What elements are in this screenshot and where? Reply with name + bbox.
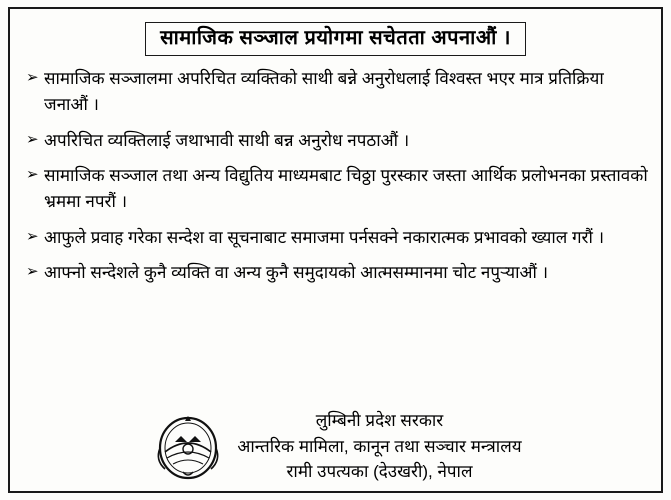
nepal-government-emblem-icon <box>149 412 227 486</box>
ministry-identity <box>237 406 521 485</box>
page-title: सामाजिक सञ्जाल प्रयोगमा सचेतता अपनाऔं । <box>145 22 526 56</box>
arrow-bullet-icon: ➢ <box>26 130 39 148</box>
arrow-bullet-icon: ➢ <box>26 227 39 245</box>
list-item-text: अपरिचित व्यक्तिलाई जथाभावी साथी बन्न अनुरोध नपठाऔं । <box>44 130 410 150</box>
arrow-bullet-icon: ➢ <box>26 166 39 184</box>
ministry-address: रामी उपत्यका (देउखरी), नेपाल <box>286 462 473 481</box>
poster-title-area <box>18 22 653 56</box>
list-item <box>26 66 649 119</box>
list-item <box>26 260 649 286</box>
ministry-name: आन्तरिक मामिला, कानून तथा सञ्चार मन्त्रालय <box>237 436 522 456</box>
list-item <box>26 128 649 154</box>
bullet-list <box>26 66 649 286</box>
arrow-bullet-icon: ➢ <box>26 69 39 86</box>
list-item <box>26 225 649 251</box>
government-name: लुम्बिनी प्रदेश सरकार <box>315 411 444 430</box>
list-item-text: आफुले प्रवाह गरेका सन्देश वा सूचनाबाट समाजमा पर्नसक्ने नकारात्मक प्रभावको ख्याल गरौं । <box>44 227 605 247</box>
list-item <box>26 163 649 216</box>
list-item-text: आफ्नो सन्देशले कुनै व्यक्ति वा अन्य कुनै समुदायको आत्मसम्मानमा चोट नपुऱ्याऔं । <box>44 263 549 283</box>
arrow-bullet-icon: ➢ <box>26 263 39 281</box>
poster-content <box>18 16 653 490</box>
poster-footer <box>18 406 653 486</box>
list-item-text: सामाजिक सञ्जाल तथा अन्य विद्युतिय माध्यमबाट चिठ्ठा पुरस्कार जस्ता आर्थिक प्रलोभनका प्रस्तावको भ्रममा नपरौं । <box>44 166 648 212</box>
list-item-text: सामाजिक सञ्जालमा अपरिचित व्यक्तिको साथी बन्ने अनुरोधलाई विश्वस्त भएर मात्र प्रतिक्रिया जनाऔं । <box>44 69 604 115</box>
